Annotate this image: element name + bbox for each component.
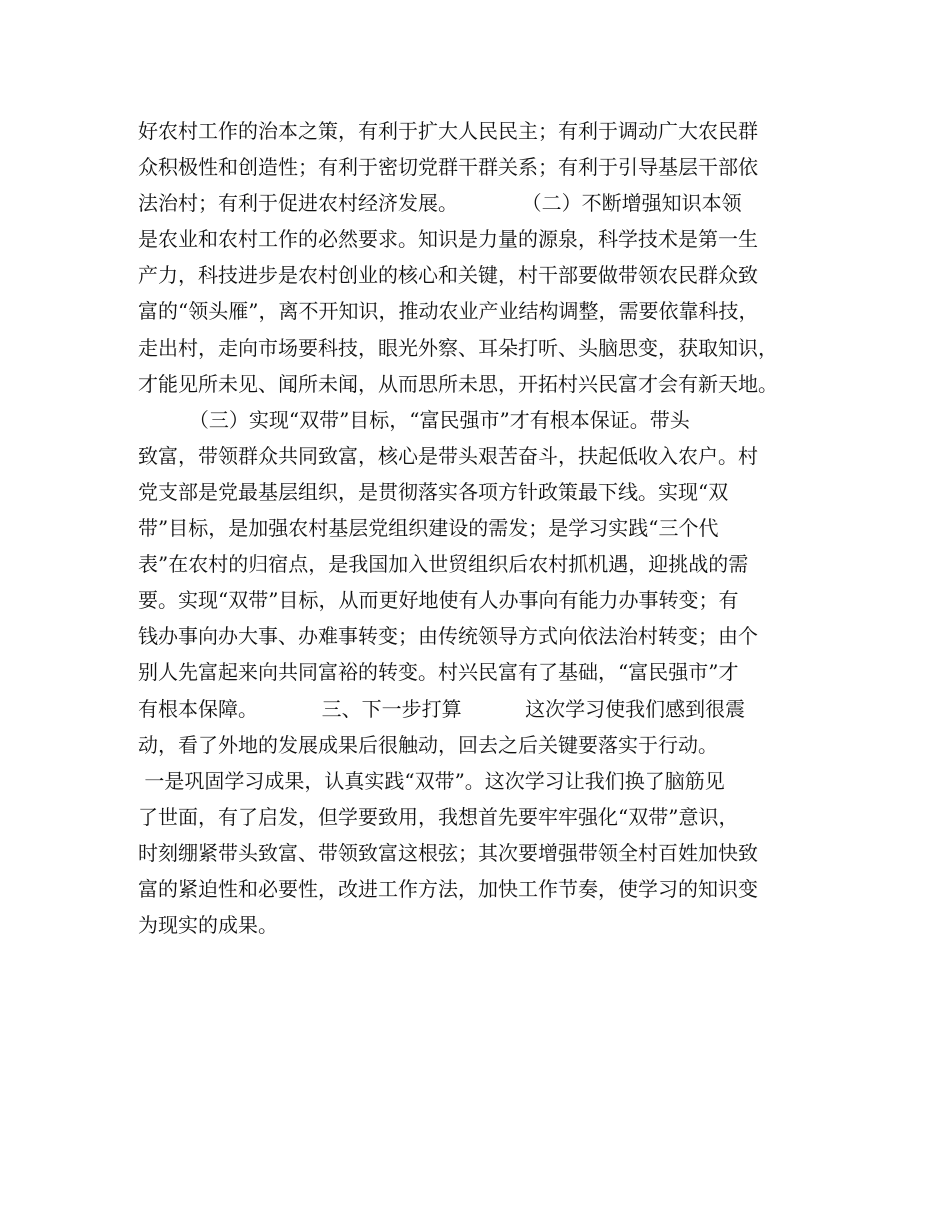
text-line: 带”目标，是加强农村基层党组织建设的需发；是学习实践“三个代 xyxy=(138,516,719,541)
text-line: 一是巩固学习成果，认真实践“双带”。这次学习让我们换了脑筋见 xyxy=(138,768,725,793)
text-line: （三）实现“双带”目标，“富民强市”才有根本保证。带头 xyxy=(138,407,690,432)
text-line: 致富，带领群众共同致富，核心是带头艰苦奋斗，扶起低收入农户。村 xyxy=(138,443,758,468)
text-line: 别人先富起来向共同富裕的转变。村兴民富有了基础，“富民强市”才 xyxy=(138,660,739,685)
text-line: 好农村工作的治本之策，有利于扩大人民民主；有利于调动广大农民群 xyxy=(138,119,758,143)
text-line: 党支部是党最基层组织，是贯彻落实各项方针政策最下线。实现“双 xyxy=(138,479,729,504)
text-line: 时刻绷紧带头致富、带领致富这根弦；其次要增强带领全村百姓加快致 xyxy=(138,840,758,865)
text-line: 表”在农村的归宿点，是我国加入世贸组织后农村抓机遇，迎挑战的需 xyxy=(138,552,749,577)
text-line: 产力，科技进步是农村创业的核心和关键，村干部要做带领农民群众致 xyxy=(138,263,758,288)
text-line: 钱办事向办大事、办难事转变；由传统领导方式向依法治村转变；由个 xyxy=(138,624,758,649)
text-line: 要。实现“双带”目标，从而更好地使有人办事向有能力办事转变；有 xyxy=(138,588,739,613)
text-line: 动，看了外地的发展成果后很触动，回去之后关键要落实于行动。 xyxy=(138,732,718,757)
text-line: 是农业和农村工作的必然要求。知识是力量的源泉，科学技术是第一生 xyxy=(138,227,758,252)
text-line: 富的“领头雁”，离不开知识，推动农业产业结构调整，需要依靠科技， xyxy=(138,299,759,324)
text-line: 为现实的成果。 xyxy=(138,913,278,938)
text-line: 了世面，有了启发，但学要致用，我想首先要牢牢强化“双带”意识， xyxy=(138,804,739,829)
text-line: 众积极性和创造性；有利于密切党群干群关系；有利于引导基层干部依 xyxy=(138,155,758,180)
text-line: 有根本保障。 三、下一步打算 这次学习使我们感到很震 xyxy=(138,696,746,721)
text-line: 走出村，走向市场要科技，眼光外察、耳朵打听、头脑思变，获取知识， xyxy=(138,335,778,360)
text-line: 法治村；有利于促进农村经济发展。 （二）不断增强知识本领 xyxy=(138,191,742,216)
body-text xyxy=(138,113,828,943)
text-line: 才能见所未见、闻所未闻，从而思所未思，开拓村兴民富才会有新天地。 xyxy=(138,371,778,396)
text-line: 富的紧迫性和必要性，改进工作方法，加快工作节奏，使学习的知识变 xyxy=(138,876,758,901)
